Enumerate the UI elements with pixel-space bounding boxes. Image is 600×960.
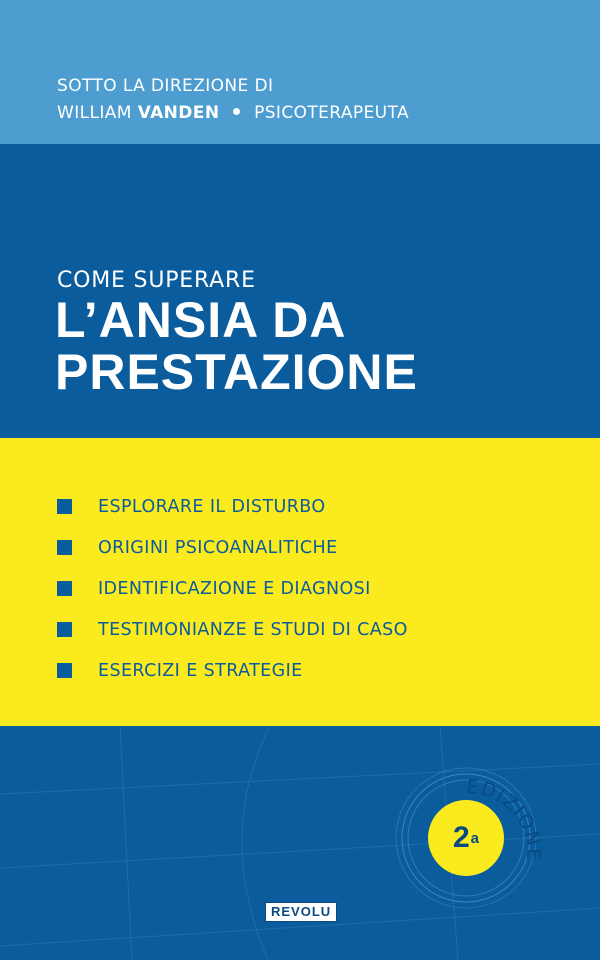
topic-item (57, 609, 408, 650)
topics-band (0, 438, 600, 726)
author-last-name: VANDEN (137, 103, 220, 123)
author-credit (57, 103, 409, 123)
separator-dot-icon (233, 108, 240, 115)
author-first-name: WILLIAM (57, 103, 132, 123)
topic-list (57, 486, 408, 691)
edition-label-arc (380, 755, 580, 905)
direction-caption: SOTTO LA DIREZIONE DI (57, 76, 274, 96)
topic-label: TESTIMONIANZE E STUDI DI CASO (98, 619, 408, 640)
topic-item (57, 650, 408, 691)
title-band (0, 144, 600, 438)
square-bullet-icon (57, 581, 72, 596)
edition-number: 2 (452, 821, 470, 854)
square-bullet-icon (57, 540, 72, 555)
title-line-1: L’ANSIA DA (55, 292, 347, 348)
topic-label: ORIGINI PSICOANALITICHE (98, 537, 338, 558)
author-role: PSICOTERAPEUTA (254, 103, 409, 123)
pre-title: COME SUPERARE (57, 268, 256, 293)
topic-item (57, 527, 408, 568)
topic-item (57, 486, 408, 527)
edition-superscript: a (470, 829, 480, 847)
topic-item (57, 568, 408, 609)
square-bullet-icon (57, 622, 72, 637)
topic-label: ESERCIZI E STRATEGIE (98, 660, 303, 681)
edition-label: EDIZIONE (465, 775, 545, 863)
topic-label: ESPLORARE IL DISTURBO (98, 496, 326, 517)
author-band (0, 0, 600, 144)
publisher-logo: REVOLU (265, 902, 337, 922)
title-line-2: PRESTAZIONE (55, 344, 418, 400)
topic-label: IDENTIFICAZIONE E DIAGNOSI (98, 578, 371, 599)
square-bullet-icon (57, 663, 72, 678)
svg-text:EDIZIONE (466, 776, 545, 863)
book-title (55, 294, 418, 398)
square-bullet-icon (57, 499, 72, 514)
